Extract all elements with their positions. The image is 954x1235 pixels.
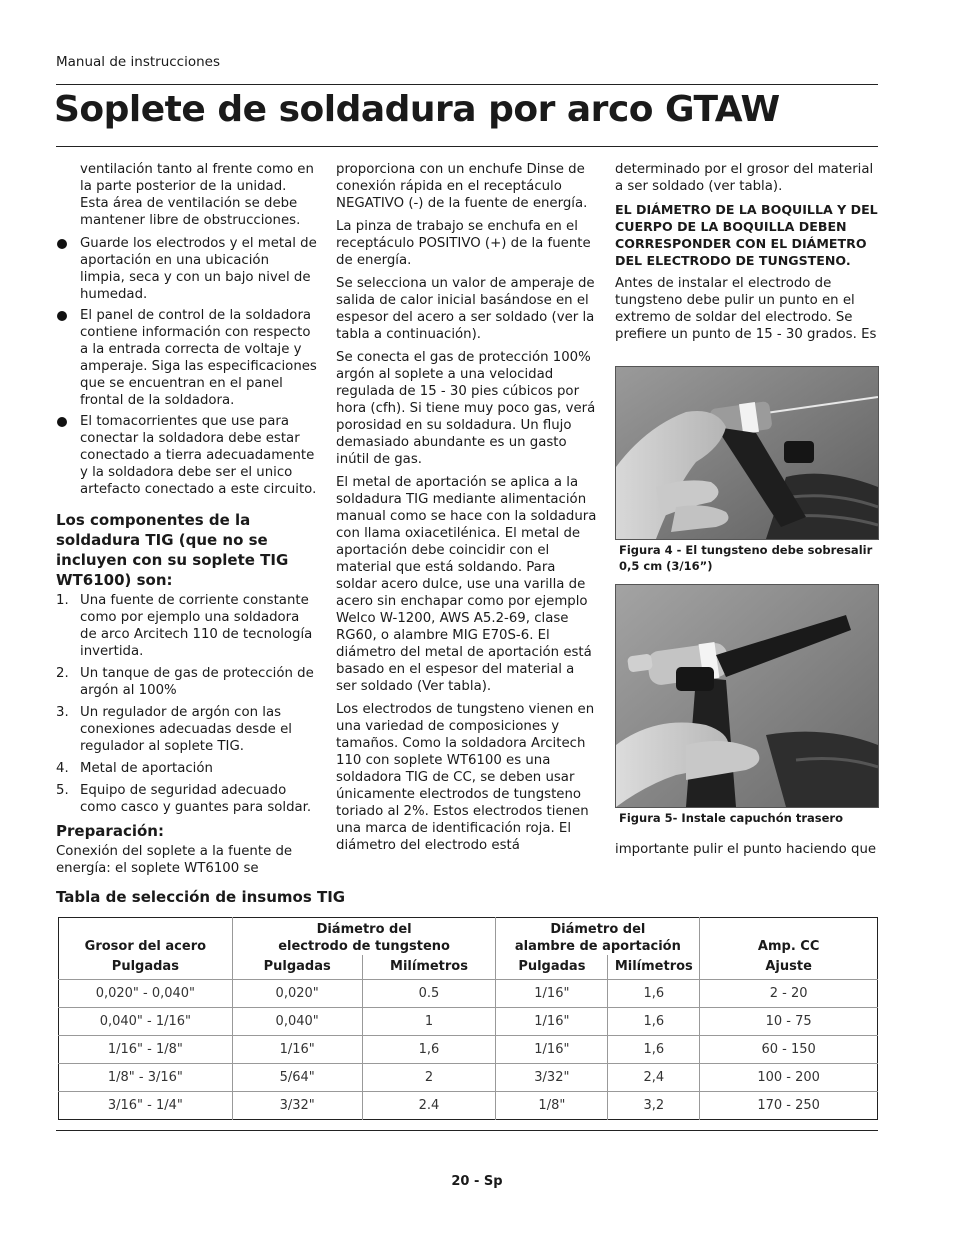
column-3-continued	[615, 841, 879, 864]
components-heading: Los componentes de la soldadura TIG (que no se incluyen con su soplete TIG WT6100) son:	[56, 511, 289, 589]
table-row	[59, 980, 878, 1008]
sub-header: Milímetros	[608, 955, 700, 980]
item-number: 3.	[56, 705, 69, 720]
header-grosor: Grosor del acero	[84, 938, 207, 954]
table-sub-header-row	[59, 955, 878, 980]
torch-cap-photo	[616, 585, 878, 807]
item-text: Metal de aportación	[80, 761, 213, 776]
consumables-table	[58, 917, 878, 1120]
bullet-text: El tomacorrientes que use para conectar la soldadora debe estar conectado a tierra adecuadamente y la soldadora debe ser el unico artefacto conectado a este circuito.	[80, 414, 317, 497]
paragraph: La pinza de trabajo se enchufa en el receptáculo POSITIVO (+) de la fuente de energía.	[336, 219, 591, 268]
list-item	[56, 760, 318, 777]
table-cell: 2 - 20	[700, 980, 878, 1008]
header-alambre	[496, 918, 700, 955]
table-cell: 170 - 250	[700, 1092, 878, 1120]
intro-text: ventilación tanto al frente como en la parte posterior de la unidad. Esta área de ventilación se debe mantener libre de obstrucciones.	[80, 162, 314, 228]
figure-4-caption: Figura 4 - El tungsteno debe sobresalir 0,5 cm (3/16”)	[619, 543, 873, 573]
item-number: 1.	[56, 593, 69, 608]
table-cell: 0,020" - 0,040"	[59, 980, 233, 1008]
column-1	[56, 161, 318, 883]
table-cell: 0,020"	[232, 980, 362, 1008]
header-rule	[56, 84, 878, 85]
column-2	[336, 161, 598, 860]
torch-tungsten-photo	[616, 367, 878, 539]
paragraph: proporciona con un enchufe Dinse de conexión rápida en el receptáculo NEGATIVO (-) de la fuente de energía.	[336, 162, 588, 211]
bullet-icon	[57, 417, 67, 427]
bullet-icon	[57, 239, 67, 249]
table-group-header-row	[59, 918, 878, 955]
page-title: Soplete de soldadura por arco GTAW	[54, 89, 780, 130]
bullet-text: El panel de control de la soldadora contiene información con respecto a la entrada correcta de voltaje y amperaje. Siga las especificaciones que se encuentran en el panel frontal de la soldadora.	[80, 308, 317, 408]
table-cell: 3,2	[608, 1092, 700, 1120]
figure-5-photo	[615, 584, 879, 808]
item-text: Un tanque de gas de protección de argón al 100%	[80, 666, 314, 698]
bullet-item	[56, 307, 318, 409]
table-row	[59, 1008, 878, 1036]
title-rule	[56, 146, 878, 147]
item-text: Un regulador de argón con las conexiones adecuadas desde el regulador al soplete TIG.	[80, 705, 292, 754]
page-number: 20 - Sp	[451, 1174, 503, 1189]
header-line: electrodo de tungsteno	[278, 938, 450, 954]
table-cell: 1/16"	[496, 1008, 608, 1036]
paragraph: determinado por el grosor del material a ser soldado (ver tabla).	[615, 162, 874, 194]
table-cell: 1/8"	[496, 1092, 608, 1120]
header-electrodo	[232, 918, 496, 955]
item-number: 2.	[56, 666, 69, 681]
sub-header: Pulgadas	[111, 959, 179, 975]
header-amp: Amp. CC	[700, 918, 878, 955]
header-line: Diámetro del	[550, 921, 646, 937]
table-cell: 5/64"	[232, 1064, 362, 1092]
table-cell: 1,6	[608, 1008, 700, 1036]
sub-header: Ajuste	[700, 955, 878, 980]
table-cell: 1/16"	[496, 980, 608, 1008]
table-cell: 3/32"	[496, 1064, 608, 1092]
column-3	[615, 161, 879, 349]
bullet-item	[56, 235, 318, 303]
paragraph: El metal de aportación se aplica a la soldadura TIG mediante alimentación manual como se hace con la soldadura con llama oxiacetilénica. El metal de aportación debe coincidir con el material que está soldando. Para soldar acero dulce, use una varilla de acero sin enchapar como por ejemplo Welco W-1200, AWS A5.2-69, clase RG60, o alambre MIG E70S-6. El diámetro del metal de aportación está basado en el espesor del material a ser soldado (Ver tabla).	[336, 475, 597, 694]
list-item	[56, 665, 318, 699]
item-number: 5.	[56, 783, 69, 798]
list-item	[56, 782, 318, 816]
table-row	[59, 1092, 878, 1120]
item-text: Una fuente de corriente constante como por ejemplo una soldadora de arco Arcitech 110 de tecnología invertida.	[80, 593, 313, 659]
table-cell: 3/32"	[232, 1092, 362, 1120]
table-cell: 1,6	[362, 1036, 496, 1064]
table-cell: 0,040"	[232, 1008, 362, 1036]
table-cell: 1/16"	[496, 1036, 608, 1064]
bullet-item	[56, 413, 318, 498]
paragraph: importante pulir el punto haciendo que	[615, 842, 877, 857]
list-item	[56, 704, 318, 755]
table-title: Tabla de selección de insumos TIG	[56, 888, 346, 906]
prep-text: Conexión del soplete a la fuente de energía: el soplete WT6100 se	[56, 844, 293, 876]
table-cell: 2.4	[362, 1092, 496, 1120]
table-cell: 1/8" - 3/16"	[59, 1064, 233, 1092]
sub-header: Pulgadas	[232, 955, 362, 980]
paragraph: Antes de instalar el electrodo de tungsteno debe pulir un punto en el extremo de soldar del electrodo. Se prefiere un punto de 15 - 30 grados. Es	[615, 276, 877, 342]
bullet-list	[56, 235, 318, 498]
figure-5-caption: Figura 5- Instale capuchón trasero	[619, 811, 843, 825]
manual-label: Manual de instrucciones	[56, 54, 221, 70]
warning-text: EL DIÁMETRO DE LA BOQUILLA Y DEL CUERPO DE LA BOQUILLA DEBEN CORRESPONDER CON EL DIÁMETRO DEL ELECTRODO DE TUNGSTENO.	[615, 202, 878, 268]
prep-heading: Preparación:	[56, 822, 164, 840]
bullet-text: Guarde los electrodos y el metal de aportación en una ubicación limpia, seca y con un bajo nivel de humedad.	[80, 236, 317, 302]
item-number: 4.	[56, 761, 69, 776]
table-cell: 3/16" - 1/4"	[59, 1092, 233, 1120]
paragraph: Se conecta el gas de protección 100% argón al soplete a una velocidad regulada de 15 - 30 pies cúbicos por hora (cfh). Si tiene muy poco gas, verá porosidad en su soldadura. Un flujo demasiado abundante es un gasto inútil de gas.	[336, 350, 596, 467]
table-cell: 1	[362, 1008, 496, 1036]
table-cell: 2	[362, 1064, 496, 1092]
figure-4-photo	[615, 366, 879, 540]
table-cell: 1,6	[608, 980, 700, 1008]
table-cell: 0.5	[362, 980, 496, 1008]
sub-header: Milímetros	[362, 955, 496, 980]
table-cell: 10 - 75	[700, 1008, 878, 1036]
table-cell: 0,040" - 1/16"	[59, 1008, 233, 1036]
table-cell: 2,4	[608, 1064, 700, 1092]
bullet-icon	[57, 311, 67, 321]
list-item	[56, 592, 318, 660]
components-list	[56, 592, 318, 816]
bottom-rule	[56, 1130, 878, 1131]
table-cell: 60 - 150	[700, 1036, 878, 1064]
paragraph: Los electrodos de tungsteno vienen en una variedad de composiciones y tamaños. Como la soldadora Arcitech 110 con soplete WT6100 es una soldadora TIG de CC, se deben usar únicamente electrodos de tungsteno toriado al 2%. Estos electrodos tienen una marca de identificación roja. El diámetro del electrodo está	[336, 702, 595, 853]
item-text: Equipo de seguridad adecuado como casco y guantes para soldar.	[80, 783, 312, 815]
table-cell: 1/16"	[232, 1036, 362, 1064]
header-line: Diámetro del	[316, 921, 412, 937]
table-cell: 100 - 200	[700, 1064, 878, 1092]
table-row	[59, 1036, 878, 1064]
paragraph: Se selecciona un valor de amperaje de salida de calor inicial basándose en el espesor del acero a ser soldado (ver la tabla a continuación).	[336, 276, 595, 342]
table-cell: 1,6	[608, 1036, 700, 1064]
table-row	[59, 1064, 878, 1092]
header-line: alambre de aportación	[514, 938, 681, 954]
table-cell: 1/16" - 1/8"	[59, 1036, 233, 1064]
sub-header: Pulgadas	[496, 955, 608, 980]
